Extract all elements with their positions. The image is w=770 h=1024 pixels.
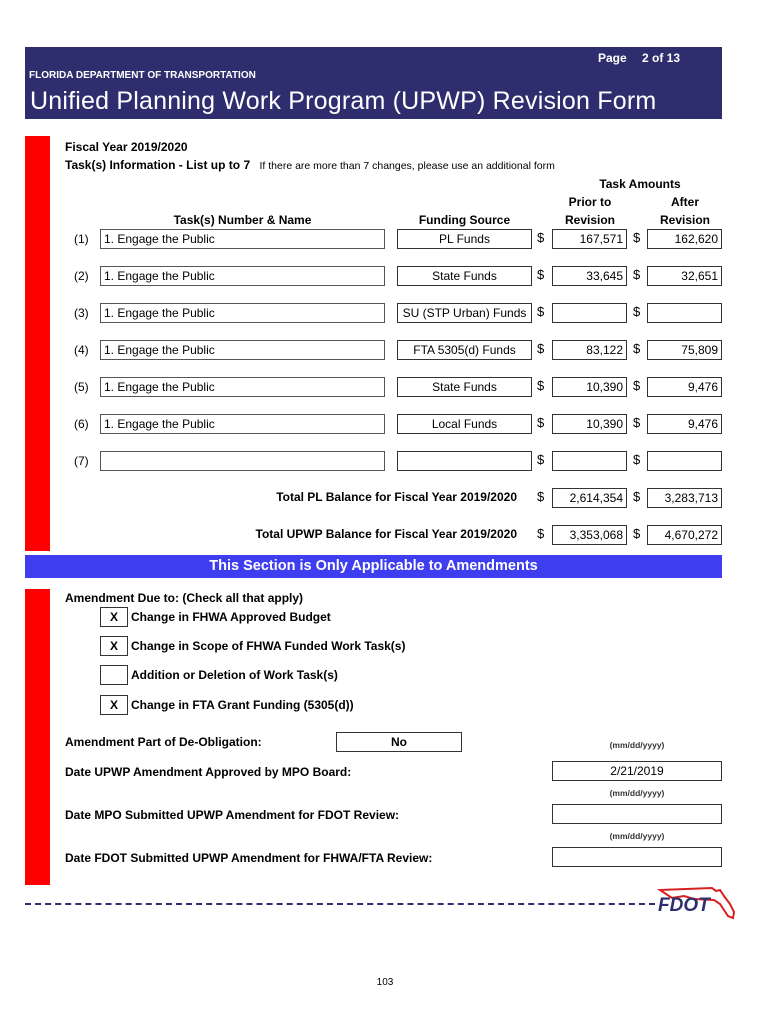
total-upwp-after-dollar: $ xyxy=(633,526,641,541)
side-bar-upper xyxy=(25,136,50,551)
total-pl-prior[interactable]: 2,614,354 xyxy=(552,488,627,508)
total-upwp-prior[interactable]: 3,353,068 xyxy=(552,525,627,545)
check-fta-grant[interactable]: X xyxy=(100,695,128,715)
row-7-prior-field[interactable] xyxy=(552,451,627,471)
check-add-delete-task[interactable] xyxy=(100,665,128,685)
total-pl-after-dollar: $ xyxy=(633,489,641,504)
amendment-due-to: Amendment Due to: (Check all that apply) xyxy=(65,591,304,605)
page-number xyxy=(598,51,680,65)
amendments-banner: This Section is Only Applicable to Amendments xyxy=(25,555,722,578)
mpo-approved-date-field[interactable]: 2/21/2019 xyxy=(552,761,722,781)
row-1-task-field[interactable]: 1. Engage the Public xyxy=(100,229,385,249)
row-5-after-field[interactable]: 9,476 xyxy=(647,377,722,397)
tasks-heading-text: Task(s) Information - List up to 7 xyxy=(65,158,251,172)
fdot-logo-text: FDOT xyxy=(658,895,710,916)
row-3-index: (3) xyxy=(74,306,89,320)
row-6-prior-dollar: $ xyxy=(537,415,545,430)
total-pl-prior-dollar: $ xyxy=(537,489,545,504)
tasks-heading xyxy=(65,158,555,172)
fdot-submitted-date-field[interactable] xyxy=(552,847,722,867)
row-4-after-field[interactable]: 75,809 xyxy=(647,340,722,360)
col-task-amounts: Task Amounts xyxy=(599,177,681,191)
row-7-after-dollar: $ xyxy=(633,452,641,467)
total-pl-label: Total PL Balance for Fiscal Year 2019/2020 xyxy=(276,490,517,504)
row-5-task-field[interactable]: 1. Engage the Public xyxy=(100,377,385,397)
row-4-index: (4) xyxy=(74,343,89,357)
row-6-after-field[interactable]: 9,476 xyxy=(647,414,722,434)
total-pl-after[interactable]: 3,283,713 xyxy=(647,488,722,508)
row-1-prior-dollar: $ xyxy=(537,230,545,245)
check-fhwa-scope[interactable]: X xyxy=(100,636,128,656)
row-6-prior-field[interactable]: 10,390 xyxy=(552,414,627,434)
row-1-after-field[interactable]: 162,620 xyxy=(647,229,722,249)
row-3-prior-dollar: $ xyxy=(537,304,545,319)
form-header xyxy=(25,47,722,119)
side-bar-lower xyxy=(25,589,50,885)
row-6-after-dollar: $ xyxy=(633,415,641,430)
row-4-task-field[interactable]: 1. Engage the Public xyxy=(100,340,385,360)
fiscal-year: Fiscal Year 2019/2020 xyxy=(65,140,188,154)
row-1-after-dollar: $ xyxy=(633,230,641,245)
row-6-task-field[interactable]: 1. Engage the Public xyxy=(100,414,385,434)
row-4-prior-field[interactable]: 83,122 xyxy=(552,340,627,360)
row-6-funding-field[interactable]: Local Funds xyxy=(397,414,532,434)
total-upwp-after[interactable]: 4,670,272 xyxy=(647,525,722,545)
fdot-submitted-label: Date FDOT Submitted UPWP Amendment for FHWA/FTA Review: xyxy=(65,851,433,865)
row-7-funding-field[interactable] xyxy=(397,451,532,471)
total-upwp-prior-dollar: $ xyxy=(537,526,545,541)
tasks-note: If there are more than 7 changes, please use an additional form xyxy=(259,160,555,172)
row-3-prior-field[interactable] xyxy=(552,303,627,323)
check-fta-grant-label: Change in FTA Grant Funding (5305(d)) xyxy=(131,698,354,712)
date-format-hint-1: (mm/dd/yyyy) xyxy=(609,740,665,750)
row-2-funding-field[interactable]: State Funds xyxy=(397,266,532,286)
row-2-prior-field[interactable]: 33,645 xyxy=(552,266,627,286)
col-after-line1: After xyxy=(670,195,699,209)
row-2-index: (2) xyxy=(74,269,89,283)
florida-state-icon xyxy=(654,882,740,922)
check-fhwa-budget[interactable]: X xyxy=(100,607,128,627)
row-4-funding-field[interactable]: FTA 5305(d) Funds xyxy=(397,340,532,360)
col-prior-line2: Revision xyxy=(564,213,615,227)
col-prior-line1: Prior to xyxy=(568,195,612,209)
row-2-after-field[interactable]: 32,651 xyxy=(647,266,722,286)
date-format-hint-3: (mm/dd/yyyy) xyxy=(609,831,665,841)
col-funding-source: Funding Source xyxy=(418,213,511,227)
mpo-submitted-label: Date MPO Submitted UPWP Amendment for FDOT Review: xyxy=(65,808,400,822)
row-7-after-field[interactable] xyxy=(647,451,722,471)
total-upwp-label: Total UPWP Balance for Fiscal Year 2019/2020 xyxy=(255,527,517,541)
row-3-funding-field[interactable]: SU (STP Urban) Funds xyxy=(397,303,532,323)
row-4-prior-dollar: $ xyxy=(537,341,545,356)
form-title: Unified Planning Work Program (UPWP) Revision Form xyxy=(30,87,657,115)
mpo-submitted-date-field[interactable] xyxy=(552,804,722,824)
footer-divider xyxy=(25,903,655,905)
date-format-hint-2: (mm/dd/yyyy) xyxy=(609,788,665,798)
row-1-funding-field[interactable]: PL Funds xyxy=(397,229,532,249)
row-4-after-dollar: $ xyxy=(633,341,641,356)
deobligation-field[interactable]: No xyxy=(336,732,462,752)
col-after-line2: Revision xyxy=(659,213,710,227)
mpo-approved-label: Date UPWP Amendment Approved by MPO Board: xyxy=(65,765,352,779)
fdot-logo xyxy=(654,882,740,922)
deobligation-label: Amendment Part of De-Obligation: xyxy=(65,735,262,749)
row-5-index: (5) xyxy=(74,380,89,394)
row-5-after-dollar: $ xyxy=(633,378,641,393)
row-7-index: (7) xyxy=(74,454,89,468)
col-task-name: Task(s) Number & Name xyxy=(173,213,312,227)
row-5-prior-dollar: $ xyxy=(537,378,545,393)
row-1-prior-field[interactable]: 167,571 xyxy=(552,229,627,249)
row-5-funding-field[interactable]: State Funds xyxy=(397,377,532,397)
row-2-prior-dollar: $ xyxy=(537,267,545,282)
department-name: FLORIDA DEPARTMENT OF TRANSPORTATION xyxy=(29,70,256,81)
row-2-task-field[interactable]: 1. Engage the Public xyxy=(100,266,385,286)
row-7-task-field[interactable] xyxy=(100,451,385,471)
page-label: Page xyxy=(597,51,627,65)
row-5-prior-field[interactable]: 10,390 xyxy=(552,377,627,397)
check-add-delete-task-label: Addition or Deletion of Work Task(s) xyxy=(131,668,338,682)
row-3-after-dollar: $ xyxy=(633,304,641,319)
page-value: 2 of 13 xyxy=(641,51,680,65)
row-3-task-field[interactable]: 1. Engage the Public xyxy=(100,303,385,323)
footer-page-number: 103 xyxy=(376,977,394,988)
row-3-after-field[interactable] xyxy=(647,303,722,323)
check-fhwa-budget-label: Change in FHWA Approved Budget xyxy=(131,610,331,624)
row-6-index: (6) xyxy=(74,417,89,431)
row-7-prior-dollar: $ xyxy=(537,452,545,467)
row-2-after-dollar: $ xyxy=(633,267,641,282)
row-1-index: (1) xyxy=(74,232,89,246)
check-fhwa-scope-label: Change in Scope of FHWA Funded Work Task(s) xyxy=(131,639,406,653)
